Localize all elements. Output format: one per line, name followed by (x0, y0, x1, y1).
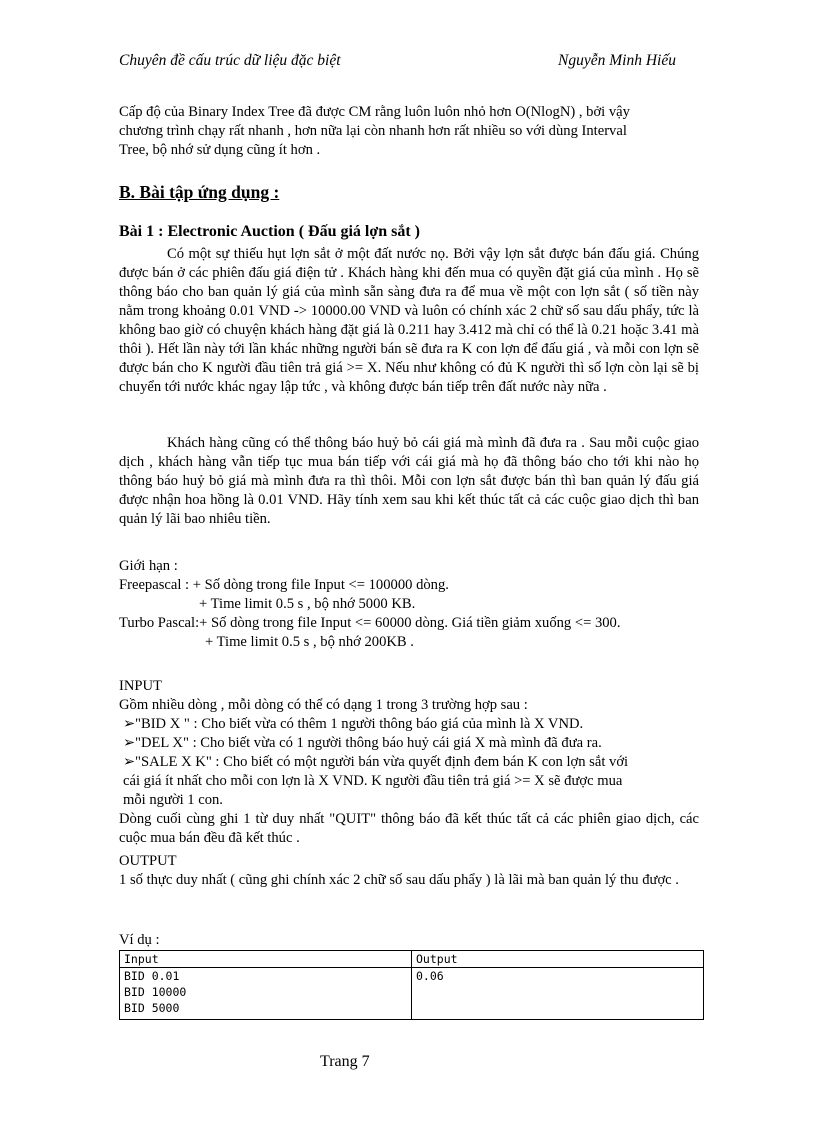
table-header-output: Output (412, 951, 704, 968)
header-right: Nguyễn Minh Hiếu (558, 52, 676, 69)
output-block (119, 852, 699, 890)
input-bullet-sale-cont-1: cái giá ít nhất cho mỗi con lợn là X VND. K người đầu tiên trả giá >= X sẽ được mua (123, 773, 623, 789)
arrow-bullet-icon: ➢ (123, 735, 136, 751)
page-number: Trang 7 (320, 1053, 370, 1070)
limits-block (119, 557, 699, 652)
problem-paragraph-2: Khách hàng cũng có thể thông báo huỷ bỏ cái giá mà mình đã đưa ra . Sau mỗi cuộc giao dịch , khách hàng vẫn tiếp tục mua bán tiếp với cái giá mà họ đã thông báo cho tới khi nào họ thông báo huỷ bỏ giá mà mình đưa ra thì thôi. Mỗi con lợn sắt được bán thì ban quản lý đấu giá được nhận hoa hồng là 0.01 VND. Hãy tính xem sau khi kết thúc tất cả các cuộc giao dịch thì ban quản lý lãi bao nhiêu tiền. (119, 435, 699, 527)
table-row (120, 968, 704, 1020)
intro-line-3: Tree, bộ nhớ sử dụng cũng ít hơn . (119, 142, 321, 158)
limits-turbopascal-2: + Time limit 0.5 s , bộ nhớ 200KB . (205, 634, 414, 650)
limits-freepascal-1: Freepascal : + Số dòng trong file Input <= 100000 dòng. (119, 577, 449, 593)
input-bullet-del: ➢"DEL X" : Cho biết vừa có 1 người thông báo huỷ cái giá X mà mình đã đưa ra. (123, 735, 602, 751)
arrow-bullet-icon: ➢ (123, 716, 136, 732)
output-title: OUTPUT (119, 853, 177, 869)
section-title: B. Bài tập ứng dụng : (119, 182, 280, 202)
intro-paragraph (119, 103, 699, 160)
input-bullet-bid: ➢"BID X " : Cho biết vừa có thêm 1 người thông báo giá của mình là X VND. (123, 716, 584, 732)
input-line: BID 0.01 (124, 969, 180, 983)
input-description: Gồm nhiều dòng , mỗi dòng có thể có dạng 1 trong 3 trường hợp sau : (119, 697, 528, 713)
table-header-row (120, 951, 704, 968)
example-title: Ví dụ : (119, 932, 160, 948)
table-cell-output: 0.06 (412, 968, 704, 1020)
intro-line-2: chương trình chạy rất nhanh , hơn nữa lại còn nhanh hơn rất nhiều so với dùng Interval (119, 123, 627, 139)
input-line: BID 10000 (124, 985, 187, 999)
arrow-bullet-icon: ➢ (123, 754, 136, 770)
example-table (119, 950, 704, 1020)
input-bullet-sale: ➢"SALE X K" : Cho biết có một người bán vừa quyết định đem bán K con lợn sắt với (123, 754, 629, 770)
input-last-line: Dòng cuối cùng ghi 1 từ duy nhất "QUIT" thông báo đã kết thúc tất cả các phiên giao dịch, các cuộc mua bán đều đã kết thúc . (119, 811, 699, 846)
problem-paragraph-1: Có một sự thiếu hụt lợn sắt ở một đất nước nọ. Bởi vậy lợn sắt được bán đấu giá. Chúng được bán ở các phiên đấu giá điện tử . Khách hàng khi đến mua có quyền đặt giá của mình . Họ sẽ thông báo cho ban quản lý giá của mình sẵn sàng đưa ra để mua về một con lợn sắt ( số tiền này nằm trong khoảng 0.01 VND -> 10000.00 VND và luôn có chính xác 2 chữ số sau dấu phẩy, tức là không bao giờ có chuyện khách hàng đặt giá là 0.211 hay 3.412 mà chỉ có thể là 0.21 hoặc 3.41 mà thôi ). Hết lần này tới lần khác những người bán sẽ đưa ra K con lợn để đấu giá , và mỗi con lợn sẽ được bán cho K người đầu tiên trả giá >= X. Nếu như không có đủ K người thì số lợn còn lại sẽ bị chuyển tới nước khác ngay lập tức , và không được bán tiếp trên đất nước này nữa . (119, 246, 699, 395)
output-description: 1 số thực duy nhất ( cũng ghi chính xác 2 chữ số sau dấu phẩy ) là lãi mà ban quản lý thu được . (119, 872, 679, 888)
limits-freepascal-2: + Time limit 0.5 s , bộ nhớ 5000 KB. (199, 596, 416, 612)
limits-title: Giới hạn : (119, 558, 178, 574)
input-line: BID 5000 (124, 1001, 180, 1015)
intro-line-1: Cấp độ của Binary Index Tree đã được CM rằng luôn luôn nhỏ hơn O(NlogN) , bởi vậy (119, 104, 630, 120)
problem-title: Bài 1 : Electronic Auction ( Đấu giá lợn sắt ) (119, 223, 421, 240)
limits-turbopascal-1: Turbo Pascal:+ Số dòng trong file Input <= 60000 dòng. Giá tiền giảm xuống <= 300. (119, 615, 621, 631)
table-cell-input (120, 968, 412, 1020)
input-title: INPUT (119, 678, 162, 694)
input-block (119, 677, 699, 848)
table-header-input: Input (120, 951, 412, 968)
header-left: Chuyên đề cấu trúc dữ liệu đặc biệt (119, 52, 341, 69)
input-bullet-sale-cont-2: mỗi người 1 con. (123, 792, 223, 808)
